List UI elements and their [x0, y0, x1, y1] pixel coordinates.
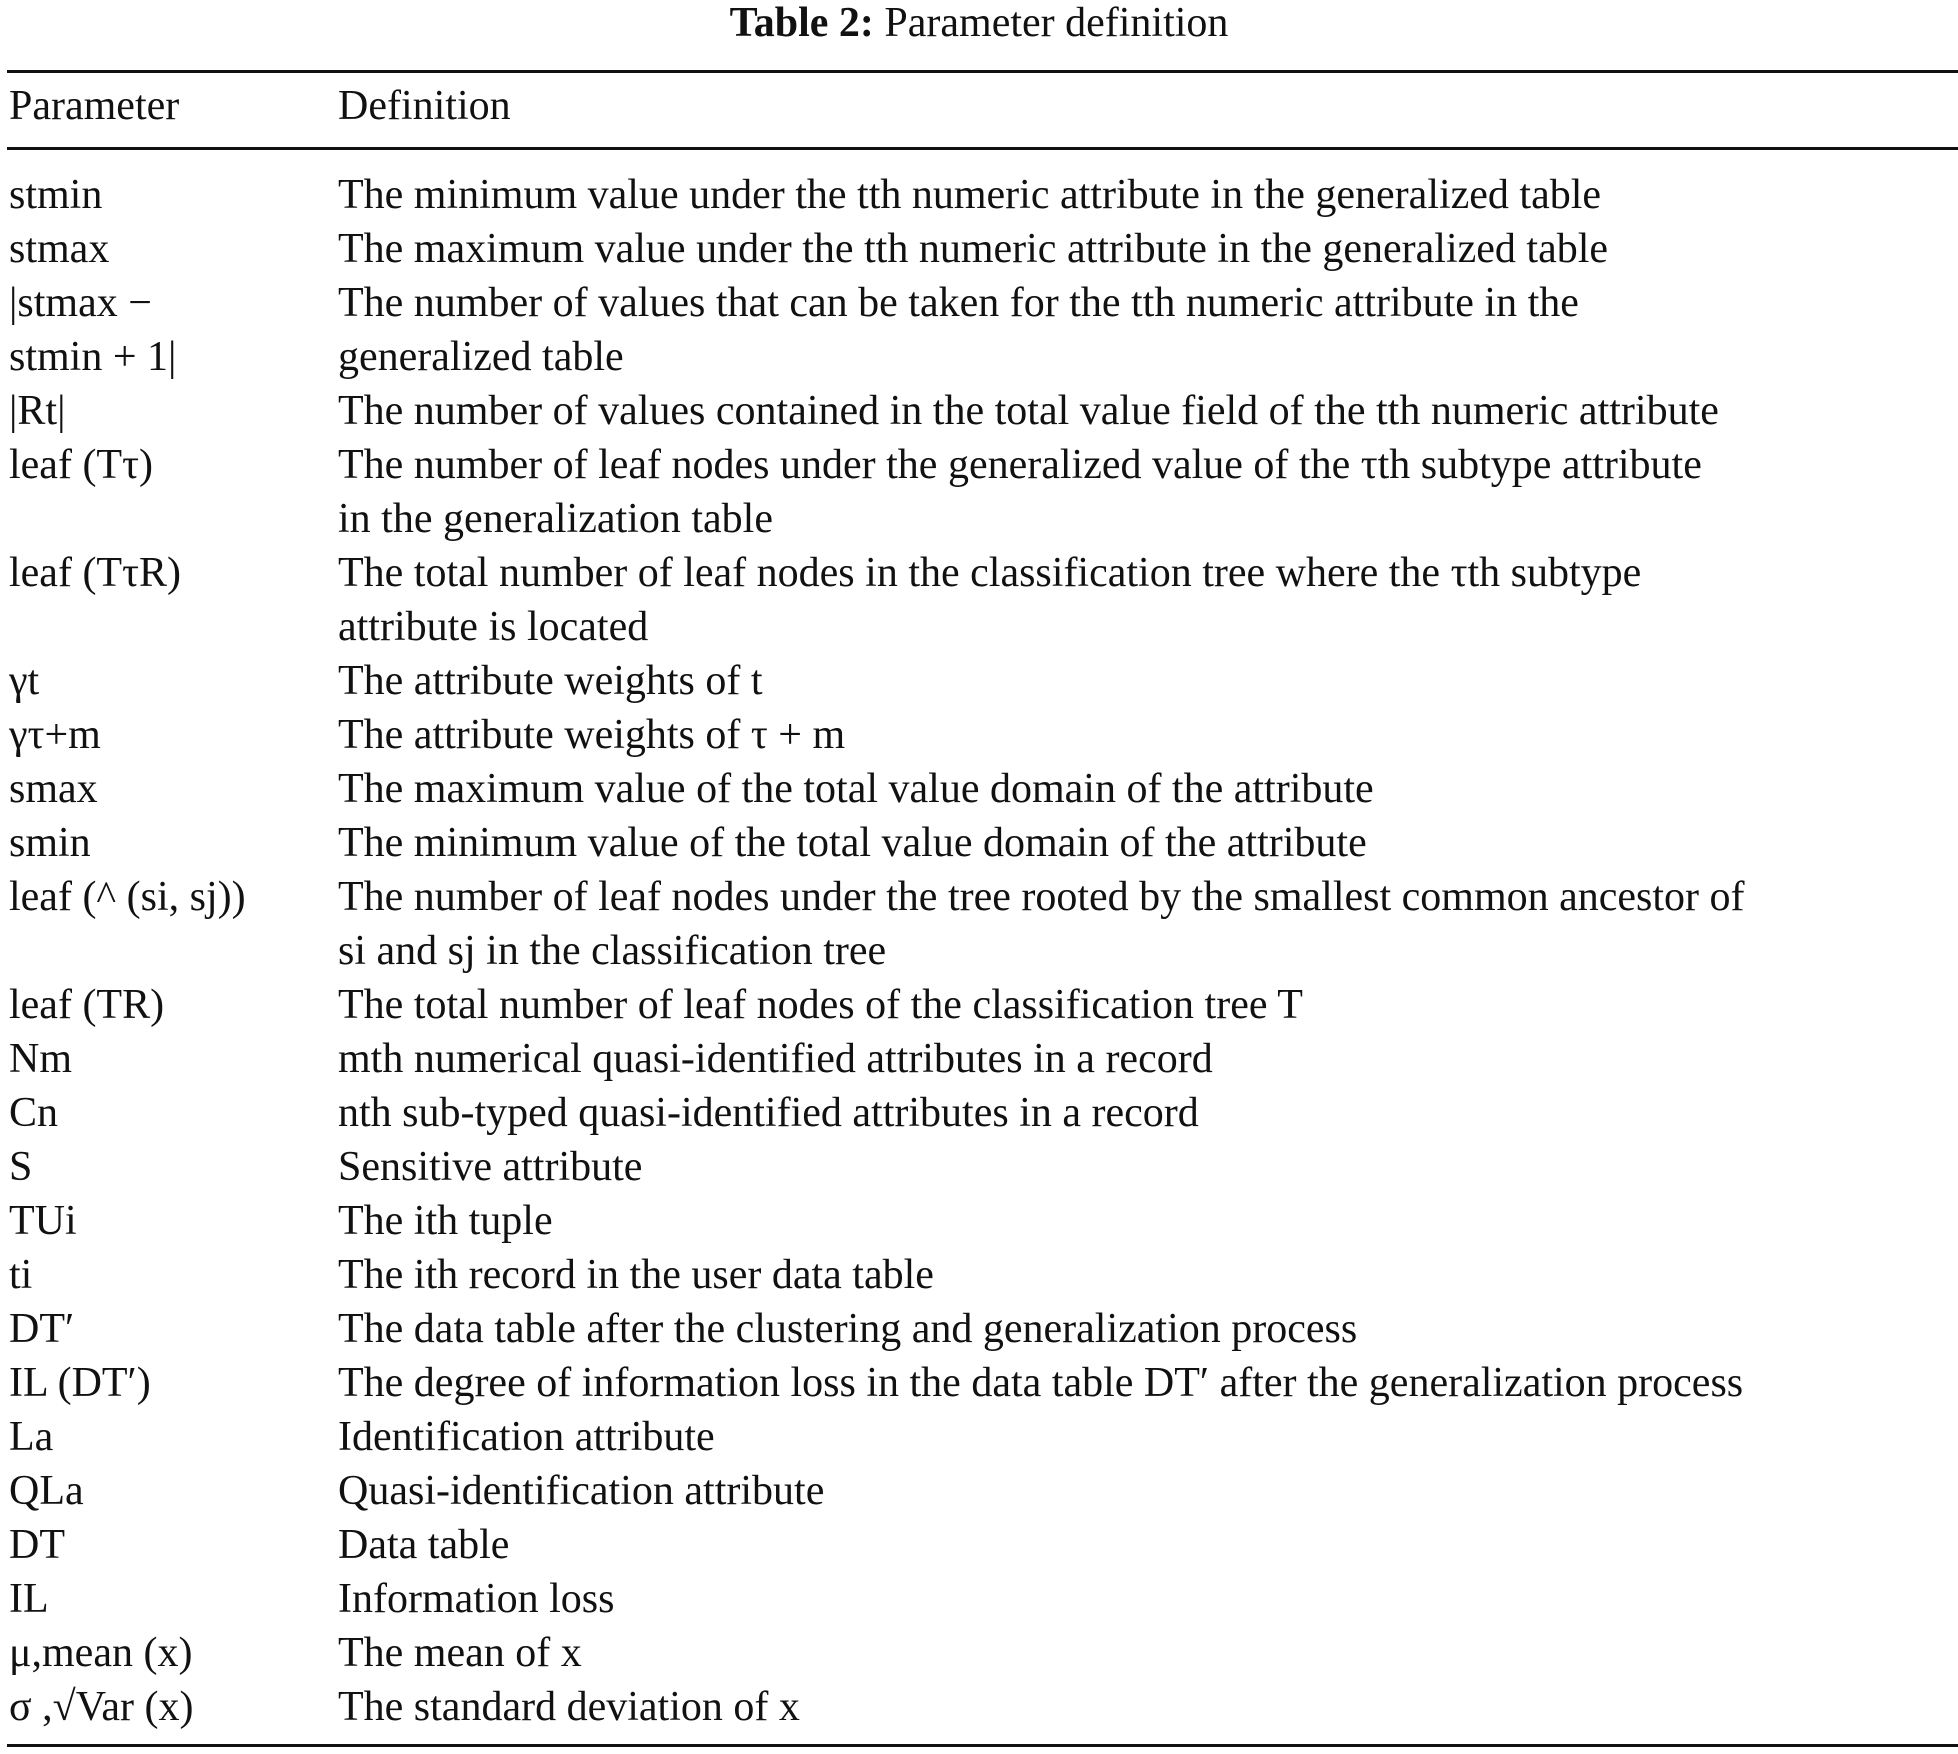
table-row [0, 438, 1958, 546]
definition-text: The number of leaf nodes under the generalized value of the τth subtype attribute [338, 442, 1702, 488]
definition-text: The standard deviation of x [338, 1684, 800, 1730]
definition-text: in the generalization table [338, 496, 773, 542]
parameter-text: γτ+m [9, 712, 101, 758]
parameter-cell [9, 438, 334, 492]
table-row [0, 276, 1958, 384]
parameter-text: DT [9, 1522, 65, 1568]
definition-text: Data table [338, 1522, 510, 1568]
table-row [0, 870, 1958, 978]
definition-cell [338, 1680, 1958, 1734]
table-caption-title: Parameter definition [884, 0, 1229, 46]
definition-cell [338, 168, 1958, 222]
definition-cell [338, 1086, 1958, 1140]
definition-text: The data table after the clustering and generalization process [338, 1306, 1358, 1352]
definition-text: The number of leaf nodes under the tree rooted by the smallest common ancestor of [338, 874, 1745, 920]
definition-text: generalized table [338, 334, 624, 380]
parameter-cell [9, 1086, 334, 1140]
definition-text: attribute is located [338, 604, 649, 650]
parameter-text: smin [9, 820, 91, 866]
parameter-text: Nm [9, 1036, 72, 1082]
definition-cell [338, 1140, 1958, 1194]
definition-text: The minimum value under the tth numeric attribute in the generalized table [338, 172, 1602, 218]
definition-cell [338, 1032, 1958, 1086]
parameter-text: stmin [9, 172, 103, 218]
definition-cell [338, 762, 1958, 816]
parameter-cell [9, 1680, 334, 1734]
table-row [0, 1518, 1958, 1572]
definition-text: Quasi-identification attribute [338, 1468, 825, 1514]
table-row [0, 1248, 1958, 1302]
definition-cell [338, 1248, 1958, 1302]
parameter-text: leaf (TτR) [9, 550, 181, 596]
definition-cell [338, 1572, 1958, 1626]
definition-text: The ith record in the user data table [338, 1252, 934, 1298]
definition-cell [338, 816, 1958, 870]
definition-cell [338, 1626, 1958, 1680]
definition-text: The minimum value of the total value domain of the attribute [338, 820, 1367, 866]
table-row [0, 1410, 1958, 1464]
parameter-cell [9, 1518, 334, 1572]
definition-cell [338, 654, 1958, 708]
parameter-text: Cn [9, 1090, 59, 1136]
definition-text: The number of values that can be taken for the tth numeric attribute in the [338, 280, 1579, 326]
parameter-text: γt [9, 658, 40, 704]
table-row [0, 222, 1958, 276]
parameter-text: IL [9, 1576, 49, 1622]
definition-cell [338, 438, 1958, 546]
header-rule [7, 147, 1958, 150]
definition-cell [338, 222, 1958, 276]
table-caption [0, 0, 1958, 50]
definition-cell [338, 1410, 1958, 1464]
table-row [0, 1086, 1958, 1140]
header-parameter: Parameter [9, 83, 180, 129]
definition-text: The mean of x [338, 1630, 582, 1676]
parameter-text: DT′ [9, 1306, 75, 1352]
parameter-text: QLa [9, 1468, 84, 1514]
parameter-cell [9, 1302, 334, 1356]
definition-text: The ith tuple [338, 1198, 553, 1244]
table-header [0, 80, 1958, 136]
definition-text: The total number of leaf nodes of the classification tree T [338, 982, 1303, 1028]
definition-text: The number of values contained in the total value field of the tth numeric attribute [338, 388, 1719, 434]
definition-cell [338, 1464, 1958, 1518]
parameter-cell [9, 1356, 334, 1410]
parameter-cell [9, 816, 334, 870]
definition-text: si and sj in the classification tree [338, 928, 887, 974]
definition-text: The maximum value under the tth numeric attribute in the generalized table [338, 226, 1609, 272]
parameter-cell [9, 168, 334, 222]
top-rule [7, 70, 1958, 73]
parameter-text: S [9, 1144, 33, 1190]
bottom-rule [7, 1744, 1958, 1747]
parameter-text: TUi [9, 1198, 77, 1244]
definition-text: The degree of information loss in the data table DT′ after the generalization process [338, 1360, 1744, 1406]
table-row [0, 1194, 1958, 1248]
parameter-cell [9, 222, 334, 276]
definition-cell [338, 276, 1958, 384]
parameter-cell [9, 1194, 334, 1248]
table-body [0, 168, 1958, 1734]
parameter-cell [9, 1248, 334, 1302]
definition-cell [338, 708, 1958, 762]
parameter-cell [9, 870, 334, 924]
parameter-cell [9, 762, 334, 816]
definition-text: The maximum value of the total value domain of the attribute [338, 766, 1374, 812]
parameter-text: leaf (TR) [9, 982, 165, 1028]
table-row [0, 546, 1958, 654]
parameter-text: |Rt| [9, 388, 66, 434]
definition-cell [338, 1194, 1958, 1248]
table-row [0, 762, 1958, 816]
parameter-cell [9, 1572, 334, 1626]
parameter-cell [9, 546, 334, 600]
definition-text: mth numerical quasi-identified attributes in a record [338, 1036, 1213, 1082]
definition-text: Identification attribute [338, 1414, 715, 1460]
table-row [0, 1626, 1958, 1680]
definition-text: The attribute weights of t [338, 658, 763, 704]
parameter-cell [9, 708, 334, 762]
parameter-text: μ,mean (x) [9, 1630, 193, 1676]
table-row [0, 978, 1958, 1032]
parameter-text: |stmax − [9, 280, 152, 326]
parameter-text: smax [9, 766, 98, 812]
parameter-cell [9, 654, 334, 708]
parameter-cell [9, 276, 334, 384]
definition-cell [338, 870, 1958, 978]
table-row [0, 816, 1958, 870]
parameter-cell [9, 384, 334, 438]
table-row [0, 1032, 1958, 1086]
definition-text: nth sub-typed quasi-identified attributes in a record [338, 1090, 1199, 1136]
parameter-text: leaf (^ (si, sj)) [9, 874, 246, 920]
parameter-text: IL (DT′) [9, 1360, 151, 1406]
parameter-cell [9, 1410, 334, 1464]
parameter-cell [9, 1626, 334, 1680]
table-row [0, 1464, 1958, 1518]
definition-cell [338, 1356, 1958, 1410]
table-row [0, 384, 1958, 438]
table-row [0, 1356, 1958, 1410]
parameter-text: ti [9, 1252, 33, 1298]
definition-text: Information loss [338, 1576, 615, 1622]
parameter-text: stmin + 1| [9, 334, 177, 380]
parameter-text: σ ,√Var (x) [9, 1684, 194, 1730]
table-row [0, 1140, 1958, 1194]
parameter-cell [9, 1464, 334, 1518]
parameter-text: La [9, 1414, 54, 1460]
definition-cell [338, 1518, 1958, 1572]
parameter-cell [9, 1032, 334, 1086]
definition-cell [338, 384, 1958, 438]
definition-cell [338, 1302, 1958, 1356]
table-row [0, 1302, 1958, 1356]
table-row [0, 654, 1958, 708]
definition-text: The attribute weights of τ + m [338, 712, 846, 758]
parameter-text: stmax [9, 226, 110, 272]
table-caption-label: Table 2: [729, 0, 874, 46]
table-row [0, 1680, 1958, 1734]
table-row [0, 708, 1958, 762]
table-row [0, 1572, 1958, 1626]
table-row [0, 168, 1958, 222]
parameter-cell [9, 978, 334, 1032]
definition-text: Sensitive attribute [338, 1144, 643, 1190]
parameter-cell [9, 1140, 334, 1194]
definition-text: The total number of leaf nodes in the classification tree where the τth subtype [338, 550, 1642, 596]
definition-cell [338, 978, 1958, 1032]
parameter-text: leaf (Tτ) [9, 442, 153, 488]
header-definition: Definition [338, 83, 511, 129]
definition-cell [338, 546, 1958, 654]
